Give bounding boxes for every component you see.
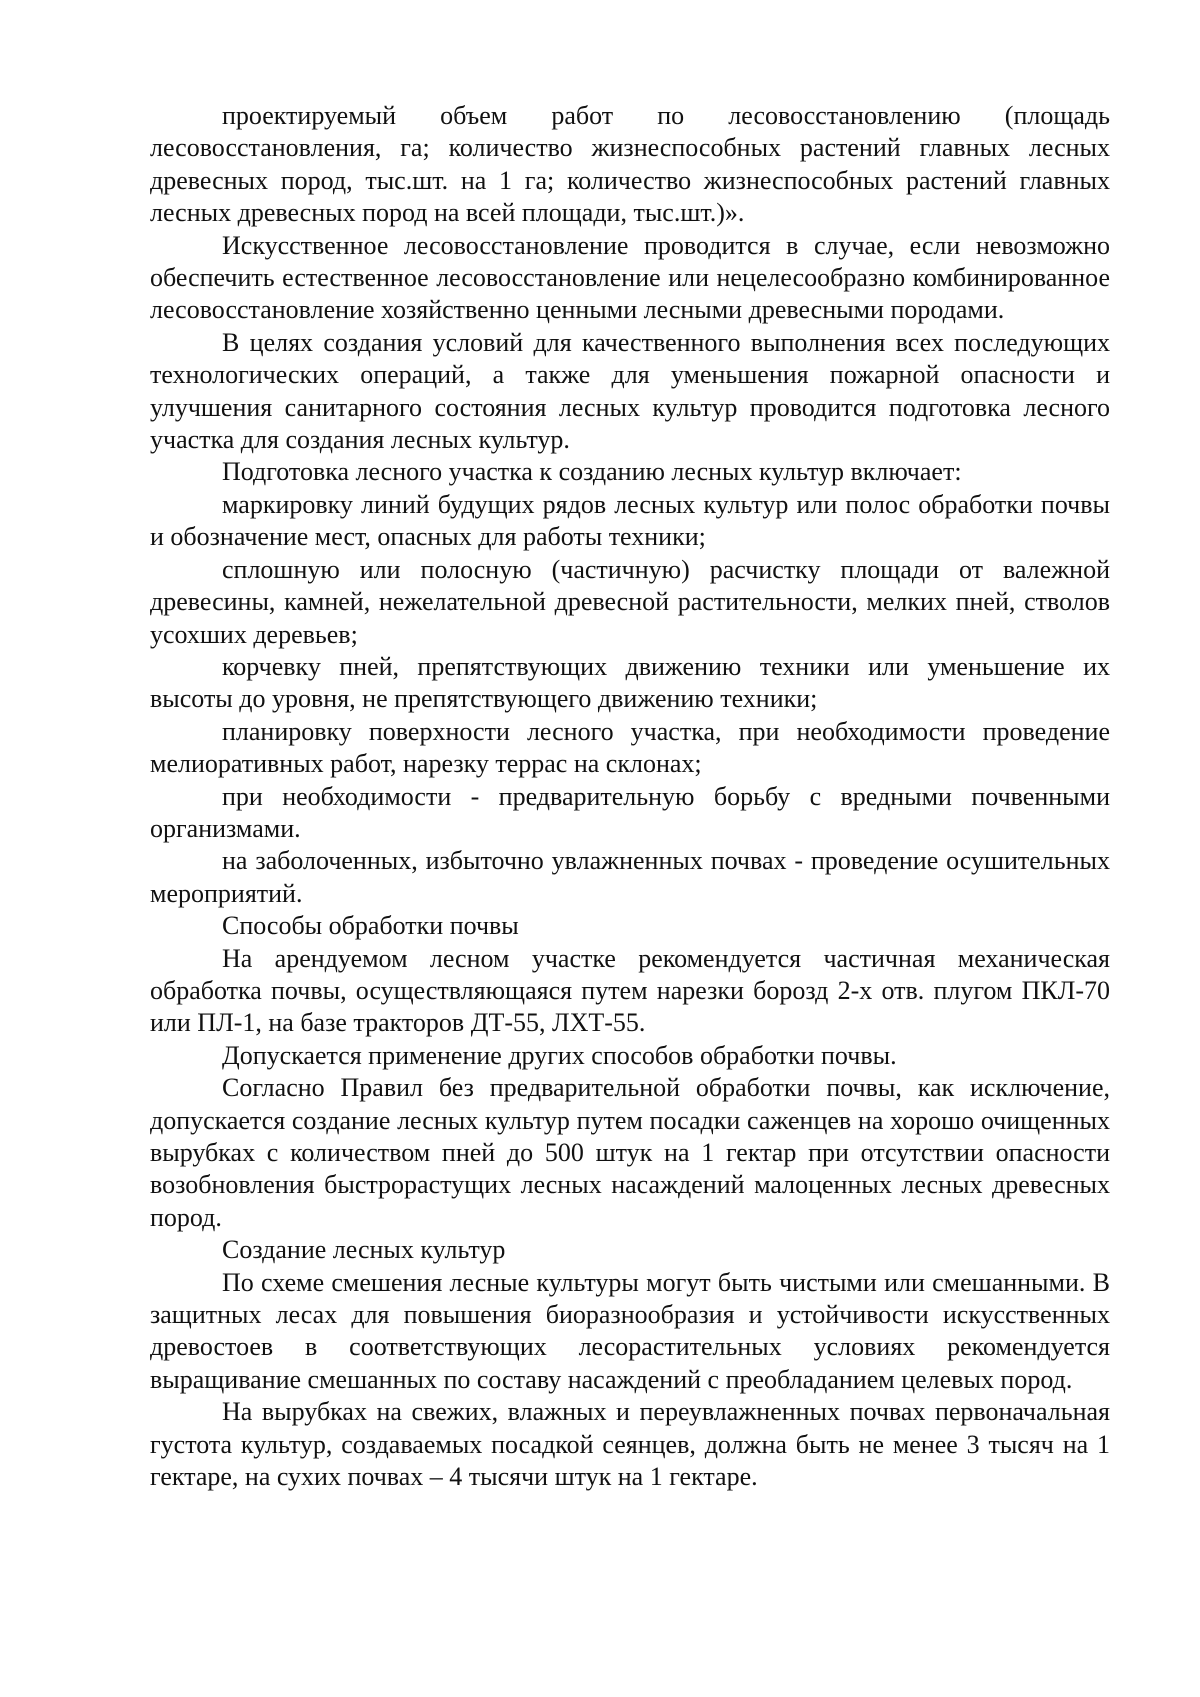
section-heading-soil-treatment: Способы обработки почвы xyxy=(222,911,519,941)
paragraph-initial-density: На вырубках на свежих, влажных и переувлажненных почвах первоначальная густота культур, создаваемых посадкой сеянцев, должна быть не менее 3 тысяч на 1 гектаре, на сухих почвах – 4 тысячи штук на 1 гектаре. xyxy=(150,1397,1110,1492)
paragraph-artificial-restoration: Искусственное лесовосстановление проводится в случае, если невозможно обеспечить естественное лесовосстановление или нецелесообразно комбинированное лесовосстановление хозяйственно ценными лесными древесными породами. xyxy=(150,230,1110,325)
paragraph-mixing-scheme: По схеме смешения лесные культуры могут быть чистыми или смешанными. В защитных лесах для повышения биоразнообразия и устойчивости искусственных древостоев в соответствующих лесорастительных условиях рекомендуется выращивание смешанных по составу насаждений с преобладанием целевых пород. xyxy=(150,1267,1110,1394)
paragraph-other-methods: Допускается применение других способов обработки почвы. xyxy=(222,1040,897,1070)
paragraph-no-treatment-exception: Согласно Правил без предварительной обработки почвы, как исключение, допускается создание лесных культур путем посадки саженцев на хорошо очищенных вырубках с количеством пней до 500 штук на 1 гектар при отсутствии опасности возобновления быстрорастущих лесных насаждений малоценных лесных древесных пород. xyxy=(150,1073,1110,1232)
paragraph-preparation-includes: Подготовка лесного участка к созданию лесных культур включает: xyxy=(222,457,962,487)
list-item-drainage: на заболоченных, избыточно увлажненных почвах - проведение осушительных мероприятий. xyxy=(150,846,1110,908)
list-item-pest-control: при необходимости - предварительную борьбу с вредными почвенными организмами. xyxy=(150,781,1110,843)
paragraph-mechanical-treatment: На арендуемом лесном участке рекомендуется частичная механическая обработка почвы, осуществляющаяся путем нарезки борозд 2-х отв. плугом ПКЛ-70 или ПЛ-1, на базе тракторов ДТ-55, ЛХТ-55. xyxy=(150,943,1110,1038)
list-item-marking: маркировку линий будущих рядов лесных культур или полос обработки почвы и обозначение мест, опасных для работы техники; xyxy=(150,489,1110,552)
section-heading-forest-crops: Создание лесных культур xyxy=(222,1235,506,1265)
list-item-surface-planning: планировку поверхности лесного участка, при необходимости проведение мелиоративных работ, нарезку террас на склонах; xyxy=(150,716,1110,779)
paragraph-site-preparation-goals: В целях создания условий для качественного выполнения всех последующих технологических операций, а также для уменьшения пожарной опасности и улучшения санитарного состояния лесных культур проводится подготовка лесного участка для создания лесных культур. xyxy=(150,327,1110,455)
list-item-clearing: сплошную или полосную (частичную) расчистку площади от валежной древесины, камней, нежелательной древесной растительности, мелких пней, стволов усохших деревьев; xyxy=(150,554,1110,649)
paragraph-project-volume: проектируемый объем работ по лесовосстановлению (площадь лесовосстановления, га; количество жизнеспособных растений главных лесных древесных пород, тыс.шт. на 1 га; количество жизнеспособных растений главных лесных древесных пород на всей площади, тыс.шт.)». xyxy=(150,101,1110,228)
list-item-stump-removal: корчевку пней, препятствующих движению техники или уменьшение их высоты до уровня, не препятствующего движению техники; xyxy=(150,651,1110,714)
